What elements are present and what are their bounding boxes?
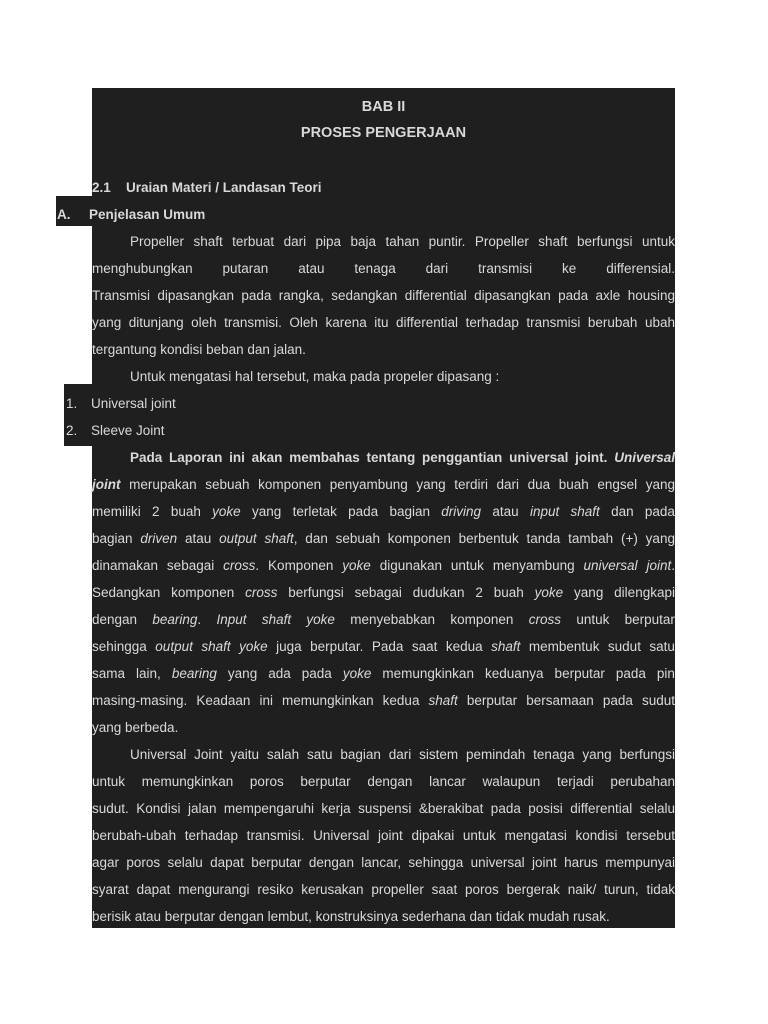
para3-line: masing-masing. Keadaan ini memungkinkan kedua shaft berputar bersamaan pada sudut (92, 693, 675, 708)
subsection-letter: A. (57, 207, 71, 222)
para1-line: tergantung kondisi beban dan jalan. (92, 342, 306, 357)
para2-text: Untuk mengatasi hal tersebut, maka pada propeler dipasang : (130, 369, 500, 384)
para3-line: Pada Laporan ini akan membahas tentang penggantian universal joint. Universal (130, 450, 675, 465)
para4-line: berisik atau berputar dengan lembut, konstruksinya sederhana dan tidak mudah rusak. (92, 909, 610, 924)
para4-line: berubah-ubah terhadap transmisi. Universal joint dipakai untuk mengatasi kondisi tersebut (92, 828, 675, 843)
section-title: Uraian Materi / Landasan Teori (126, 180, 322, 195)
para1-line: Transmisi dipasangkan pada rangka, sedangkan differential dipasangkan pada axle housing (92, 288, 675, 303)
para3-line: yang berbeda. (92, 720, 179, 735)
subsection-title: Penjelasan Umum (89, 207, 206, 222)
list-item: Universal joint (91, 396, 176, 411)
para3-line: dinamakan sebagai cross. Komponen yoke digunakan untuk menyambung universal joint. (92, 558, 675, 573)
para1-line: menghubungkan putaran atau tenaga dari transmisi ke differensial. (92, 261, 675, 276)
para3-line: Sedangkan komponen cross berfungsi sebagai dudukan 2 buah yoke yang dilengkapi (92, 585, 675, 600)
para3-line: sama lain, bearing yang ada pada yoke memungkinkan keduanya berputar pada pin (92, 666, 675, 681)
list-number: 2. (66, 423, 78, 438)
chapter-title: PROSES PENGERJAAN (300, 125, 467, 141)
para4-line: Universal Joint yaitu salah satu bagian dari sistem pemindah tenaga yang berfungsi (130, 747, 675, 762)
para4-line: agar poros selalu dapat berputar dengan lancar, sehingga universal joint harus mempunyai (92, 855, 675, 870)
para1-line: Propeller shaft terbuat dari pipa baja tahan puntir. Propeller shaft berfungsi untuk (130, 234, 675, 249)
para4-line: sudut. Kondisi jalan mempengaruhi kerja suspensi &berakibat pada posisi differential selalu (92, 801, 675, 816)
list-item: Sleeve Joint (91, 423, 165, 438)
para3-line: memiliki 2 buah yoke yang terletak pada bagian driving atau input shaft dan pada (92, 504, 675, 519)
para3-line: bagian driven atau output shaft, dan sebuah komponen berbentuk tanda tambah (+) yang (92, 531, 675, 546)
para1-line: yang ditunjang oleh transmisi. Oleh karena itu differential terhadap transmisi berubah ubah (92, 315, 675, 330)
para4-line: syarat dapat mengurangi resiko kerusakan propeller saat poros bergerak naik/ turun, tidak (92, 882, 675, 897)
chapter-number: BAB II (361, 99, 406, 115)
para3-line: dengan bearing. Input shaft yoke menyebabkan komponen cross untuk berputar (92, 612, 675, 627)
para3-line: sehingga output shaft yoke juga berputar. Pada saat kedua shaft membentuk sudut satu (92, 639, 675, 654)
para4-line: untuk memungkinkan poros berputar dengan lancar walaupun terjadi perubahan (92, 774, 675, 789)
list-number: 1. (66, 396, 78, 411)
section-number: 2.1 (92, 180, 111, 195)
para3-line: joint merupakan sebuah komponen penyambung yang terdiri dari dua buah engsel yang (92, 477, 675, 492)
